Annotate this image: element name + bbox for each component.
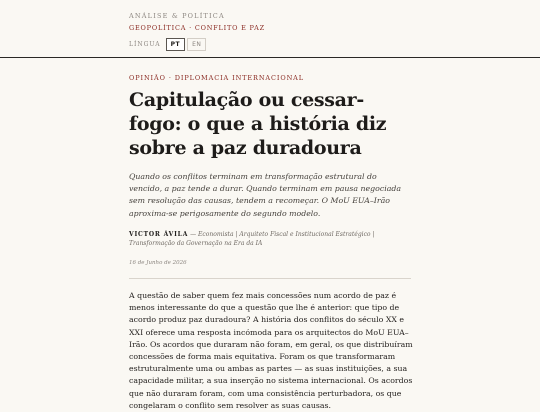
section-link[interactable]: GEOPOLÍTICA · CONFLITO E PAZ	[129, 24, 265, 32]
article-standfirst: Quando os conflitos terminam em transformação estrutural do vencido, a paz tende a durar. Quando terminam em pausa negociada sem resolução das causas, tendem a recomeçar. O MoU EUA–Irão aproxima-se perigosamente do segundo modelo.	[129, 172, 401, 218]
site-kicker: ANÁLISE & POLÍTICA	[129, 12, 225, 20]
masthead	[0, 0, 540, 58]
article-header	[129, 74, 411, 279]
publish-date: 16 de Junho de 2026	[129, 259, 187, 266]
byline-separator: —	[190, 230, 199, 238]
article-body-paragraph: A questão de saber quem fez mais concessões num acordo de paz é menos interessante do que a questão que lhe é anterior: que tipo de acordo produz paz duradoura? A história dos conflitos do século XX e XXI oferece uma resposta incómoda para os arquitectos do MoU EUA–Irão. Os acordos que duraram não foram, em geral, os que distribuíram concessões de forma mais equitativa. Foram os que transformaram estruturalmente uma ou ambas as partes — as suas instituições, a sua capacidade militar, a sua inserção no sistema internacional. Os acordos que não duraram foram, com uma consistência perturbadora, os que congelaram o conflito sem resolver as suas causas.	[129, 291, 413, 410]
author-affiliation: Economista | Arquiteto Fiscal e Institucional Estratégico | Transformação da Governação na Era da IA	[129, 230, 375, 248]
language-switcher	[129, 38, 540, 51]
language-button-pt[interactable]: PT	[166, 38, 186, 51]
article-category[interactable]: OPINIÃO · DIPLOMACIA INTERNACIONAL	[129, 74, 304, 82]
language-button-en[interactable]: EN	[187, 38, 206, 51]
byline	[129, 230, 411, 249]
divider	[129, 278, 411, 279]
article-title: Capitulação ou cessar-fogo: o que a história diz sobre a paz duradoura	[129, 89, 387, 159]
author-name[interactable]: VICTOR ÁVILA	[129, 230, 189, 238]
language-label: LÍNGUA	[129, 41, 161, 48]
